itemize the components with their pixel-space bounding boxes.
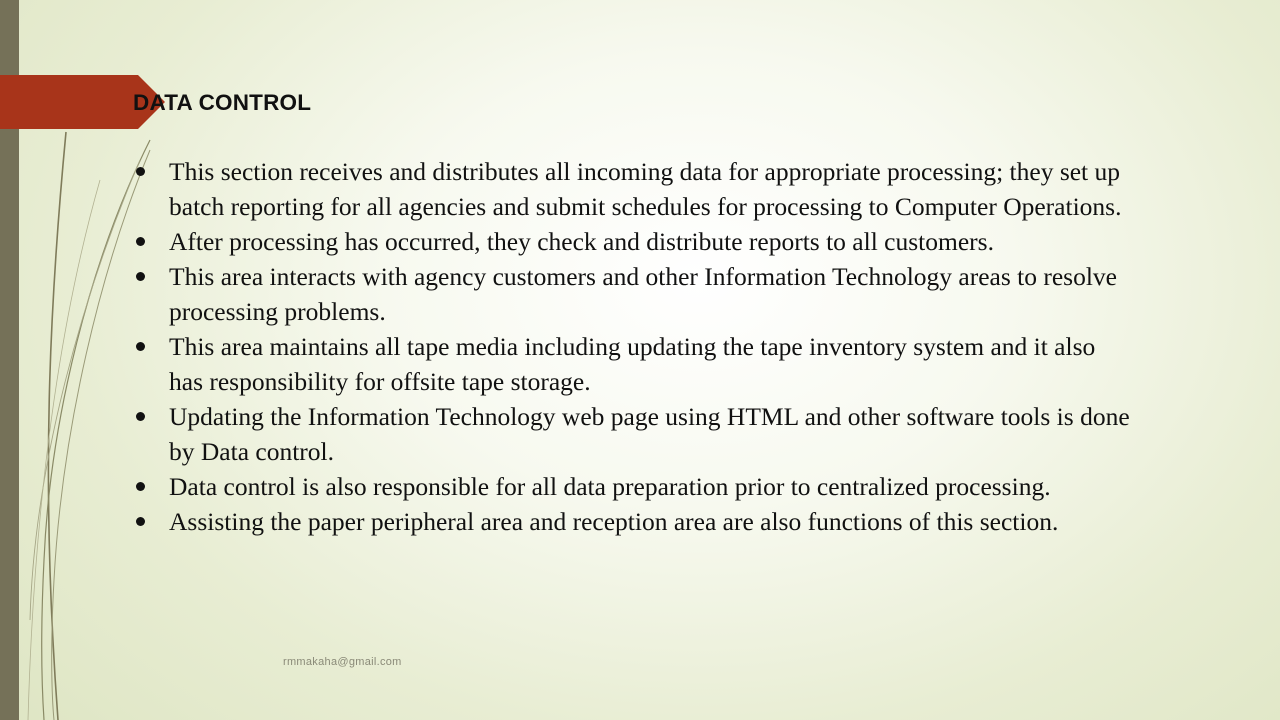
bullet-text: This area maintains all tape media including updating the tape inventory system and it also has responsibility for offsite tape storage. (169, 332, 1096, 396)
list-item (132, 259, 1132, 329)
bullet-text: This section receives and distributes all incoming data for appropriate processing; they set up batch reporting for all agencies and submit schedules for processing to Computer Operations. (169, 157, 1122, 221)
list-item (132, 154, 1132, 224)
bullet-text: Updating the Information Technology web page using HTML and other software tools is done by Data control. (169, 402, 1130, 466)
list-item (132, 399, 1132, 469)
list-item (132, 469, 1132, 504)
list-item (132, 224, 1132, 259)
bullet-icon (136, 412, 145, 421)
bullet-text: After processing has occurred, they check and distribute reports to all customers. (169, 227, 994, 256)
bullet-icon (136, 517, 145, 526)
bullet-icon (136, 342, 145, 351)
bullet-text: This area interacts with agency customers and other Information Technology areas to resolve processing problems. (169, 262, 1117, 326)
list-item (132, 504, 1132, 539)
bullet-text: Data control is also responsible for all data preparation prior to centralized processing. (169, 472, 1051, 501)
slide-title: DATA CONTROL (133, 90, 312, 115)
bullet-icon (136, 482, 145, 491)
bullet-icon (136, 237, 145, 246)
bullet-text: Assisting the paper peripheral area and reception area are also functions of this section. (169, 507, 1059, 536)
footer-email: rmmakaha@gmail.com (283, 656, 402, 668)
bullet-list (132, 154, 1132, 539)
bullet-icon (136, 167, 145, 176)
list-item (132, 329, 1132, 399)
bullet-icon (136, 272, 145, 281)
